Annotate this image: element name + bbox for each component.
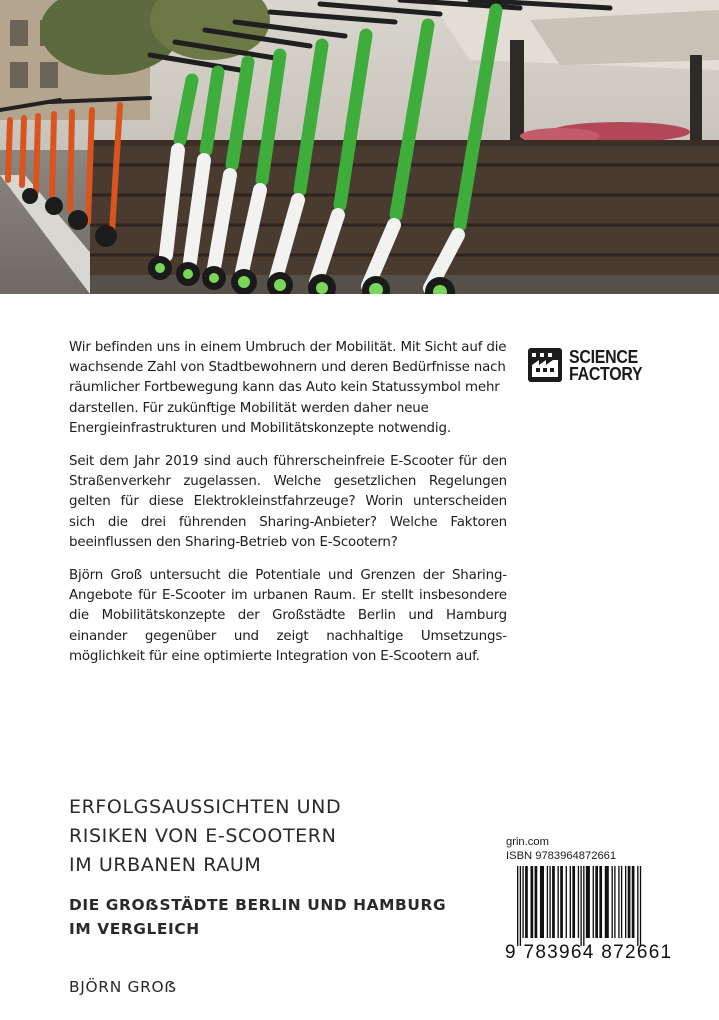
barcode-digits: 9 783964 872661 [505,942,673,963]
book-title [69,793,469,880]
publisher-url: grin.com [506,836,549,848]
isbn-label: ISBN 9783964872661 [506,850,617,862]
book-subtitle [69,893,489,941]
isbn-barcode-icon [505,866,677,946]
back-cover-blurb [69,338,507,680]
book-subtitle-line-2: IM VERGLEICH [69,920,200,938]
book-title-line-2: RISIKEN VON E-SCOOTERN [69,825,337,847]
cover-photo [0,0,719,294]
blurb-paragraph-1: Wir befinden uns in einem Umbruch der Mobilität. Mit Sicht auf die wachsende Zahl von Stadtbewohnern und deren Bedürfnisse nach räumlicher Fortbewegung kann das Auto kein Statussymbol mehr darstellen. Für zukünftige Mobilität werden daher neue Energieinfrastrukturen und Mobilitätskonzepte notwendig. [69,340,507,436]
book-subtitle-line-1: DIE GROẞSTÄDTE BERLIN UND HAMBURG [69,896,447,914]
science-factory-logo-icon [527,347,563,383]
book-title-line-3: IM URBANEN RAUM [69,854,262,876]
logo-wordmark [569,348,642,382]
logo-line-science: SCIENCE [569,346,638,367]
science-factory-logo [527,347,654,383]
book-title-line-1: ERFOLGSAUSSICHTEN UND [69,796,342,818]
logo-line-factory: FACTORY [569,363,643,384]
blurb-paragraph-3: Björn Groß untersucht die Potentiale und Grenzen der Sharing-Angebote für E-Scooter im urbanen Raum. Er stellt insbesondere die Mobilitätskonzepte der Großstädte Berlin und Hamburg einander gegenüber und zeigt nachhaltige Umsetzungsmöglichkeit für eine optimierte Integration von E-Scootern auf. [69,568,507,664]
blurb-paragraph-2: Seit dem Jahr 2019 sind auch führerscheinfreie E-Scooter für den Straßenverkehr zugelassen. Welche gesetzlichen Regelungen gelten für diese Elektrokleinstfahrzeuge? Worin unterscheiden sich die drei führenden Sharing-Anbieter? Welche Faktoren beeinflussen den Sharing-Betrieb von E-Scootern? [69,454,507,550]
book-author: BJÖRN GROẞ [69,978,177,996]
